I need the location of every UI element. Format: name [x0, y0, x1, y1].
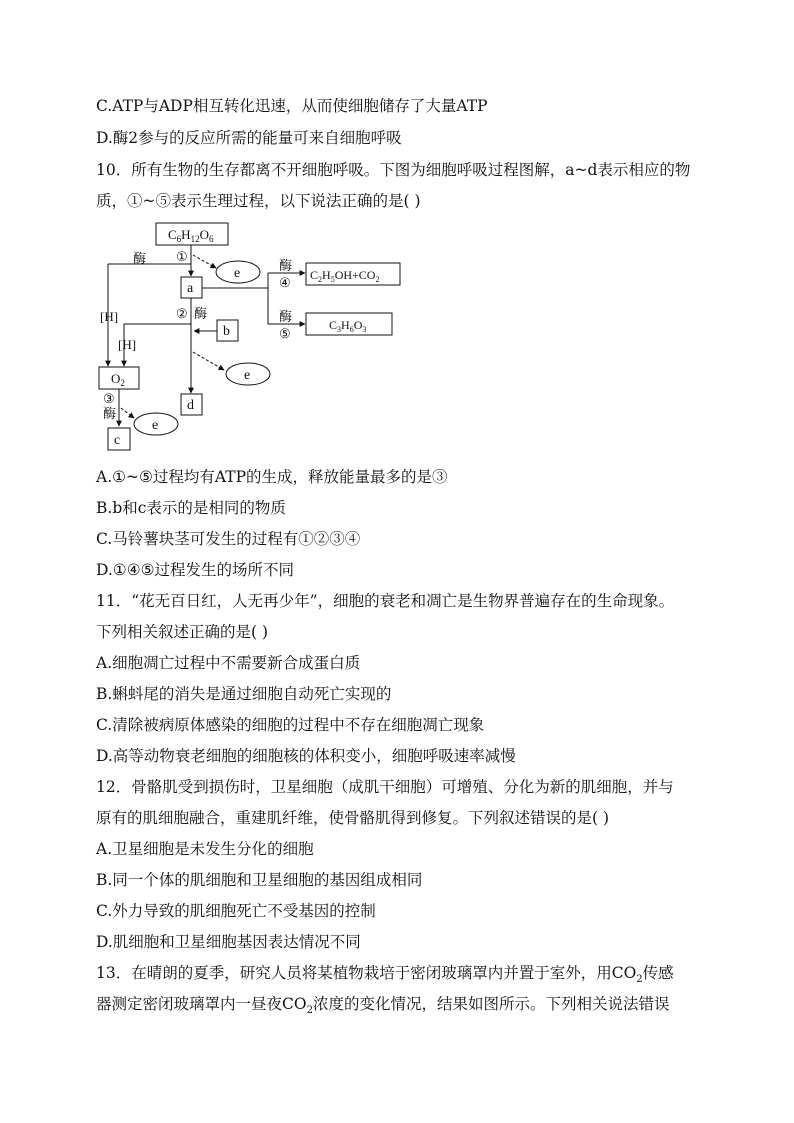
q11-stem-line2: 下列相关叙述正确的是( ) [96, 623, 269, 641]
step3-label: ③ [103, 391, 115, 406]
q12-option-c: C.外力导致的肌细胞死亡不受基因的控制 [96, 902, 376, 920]
step5-label: ⑤ [279, 326, 291, 341]
node-a-label: a [187, 281, 194, 296]
q12-option-a: A.卫星细胞是未发生分化的细胞 [96, 840, 314, 858]
h-label-left: [H] [100, 309, 119, 324]
node-e-1-label: e [234, 266, 241, 281]
node-c-label: c [114, 433, 121, 448]
enzyme-label-step4: 酶 [279, 258, 293, 273]
q12-option-b: B.同一个体的肌细胞和卫星细胞的基因组成相同 [96, 871, 423, 889]
q12-stem-line2: 原有的肌细胞融合，重建肌纤维，使骨骼肌得到修复。下列叙述错误的是( ) [96, 809, 610, 827]
q10-option-d: D.①④⑤过程发生的场所不同 [96, 561, 294, 579]
step1-label: ① [176, 249, 188, 264]
q13-stem-line1: 13．在晴朗的夏季，研究人员将某植物栽培于密闭玻璃罩内并置于室外，用$CO_2$传感 [96, 964, 674, 986]
q9-option-d: D.酶2参与的反应所需的能量可来自细胞呼吸 [96, 129, 402, 147]
q11-option-d: D.高等动物衰老细胞的细胞核的体积变小，细胞呼吸速率减慢 [96, 747, 516, 765]
node-d-label: d [187, 398, 194, 413]
node-e-3-label: e [152, 418, 159, 433]
dashed-arrow-e1 [193, 255, 216, 268]
enzyme-label-top: 酶 [133, 251, 147, 266]
enzyme-label-step5: 酶 [279, 309, 293, 324]
q10-option-c: C.马铃薯块茎可发生的过程有①②③④ [96, 530, 361, 548]
q11-option-b: B.蝌蚪尾的消失是通过细胞自动死亡实现的 [96, 685, 392, 703]
enzyme-label-step3: 酶 [103, 406, 117, 421]
dashed-arrow-e2 [193, 352, 224, 370]
q12-option-d: D.肌细胞和卫星细胞基因表达情况不同 [96, 933, 361, 951]
enzyme-label-step2: 酶 [194, 306, 208, 321]
h-label-inner: [H] [118, 337, 137, 352]
q9-option-c: C.ATP与ADP相互转化迅速，从而使细胞储存了大量ATP [96, 97, 488, 115]
q10-stem-line1: 10．所有生物的生存都离不开细胞呼吸。下图为细胞呼吸过程图解，a~d表示相应的物 [96, 161, 691, 179]
node-e-2-label: e [244, 368, 251, 383]
q10-option-b: B.b和c表示的是相同的物质 [96, 499, 286, 517]
q10-stem-line2: 质，①~⑤表示生理过程，以下说法正确的是( ) [96, 192, 421, 210]
ethanol-label: $C_2H_5OH+CO_2$ [310, 268, 380, 284]
q12-stem-line1: 12．骨骼肌受到损伤时，卫星细胞（成肌干细胞）可增殖、分化为新的肌细胞，并与 [96, 778, 674, 796]
lactic-label: $C_3H_6O_3$ [329, 318, 367, 334]
q11-option-c: C.清除被病原体感染的细胞的过程中不存在细胞凋亡现象 [96, 716, 485, 734]
q13-stem-line2: 器测定密闭玻璃罩内一昼夜$CO_2$浓度的变化情况，结果如图所示。下列相关说法错误 [96, 995, 670, 1017]
step2-label: ② [176, 306, 188, 321]
q11-stem-line1: 11．“花无百日红，人无再少年”，细胞的衰老和凋亡是生物界普遍存在的生命现象。 [96, 592, 675, 610]
oxygen-label: $O_2$ [111, 371, 125, 388]
step4-label: ④ [279, 275, 291, 290]
node-b-label: b [223, 324, 230, 339]
glucose-label: $C_6H_{12}O_6$ [168, 227, 214, 244]
q10-option-a: A.①~⑤过程均有ATP的生成，释放能量最多的是③ [96, 468, 448, 486]
dashed-arrow-e3 [121, 408, 134, 418]
q11-option-a: A.细胞凋亡过程中不需要新合成蛋白质 [96, 654, 361, 672]
